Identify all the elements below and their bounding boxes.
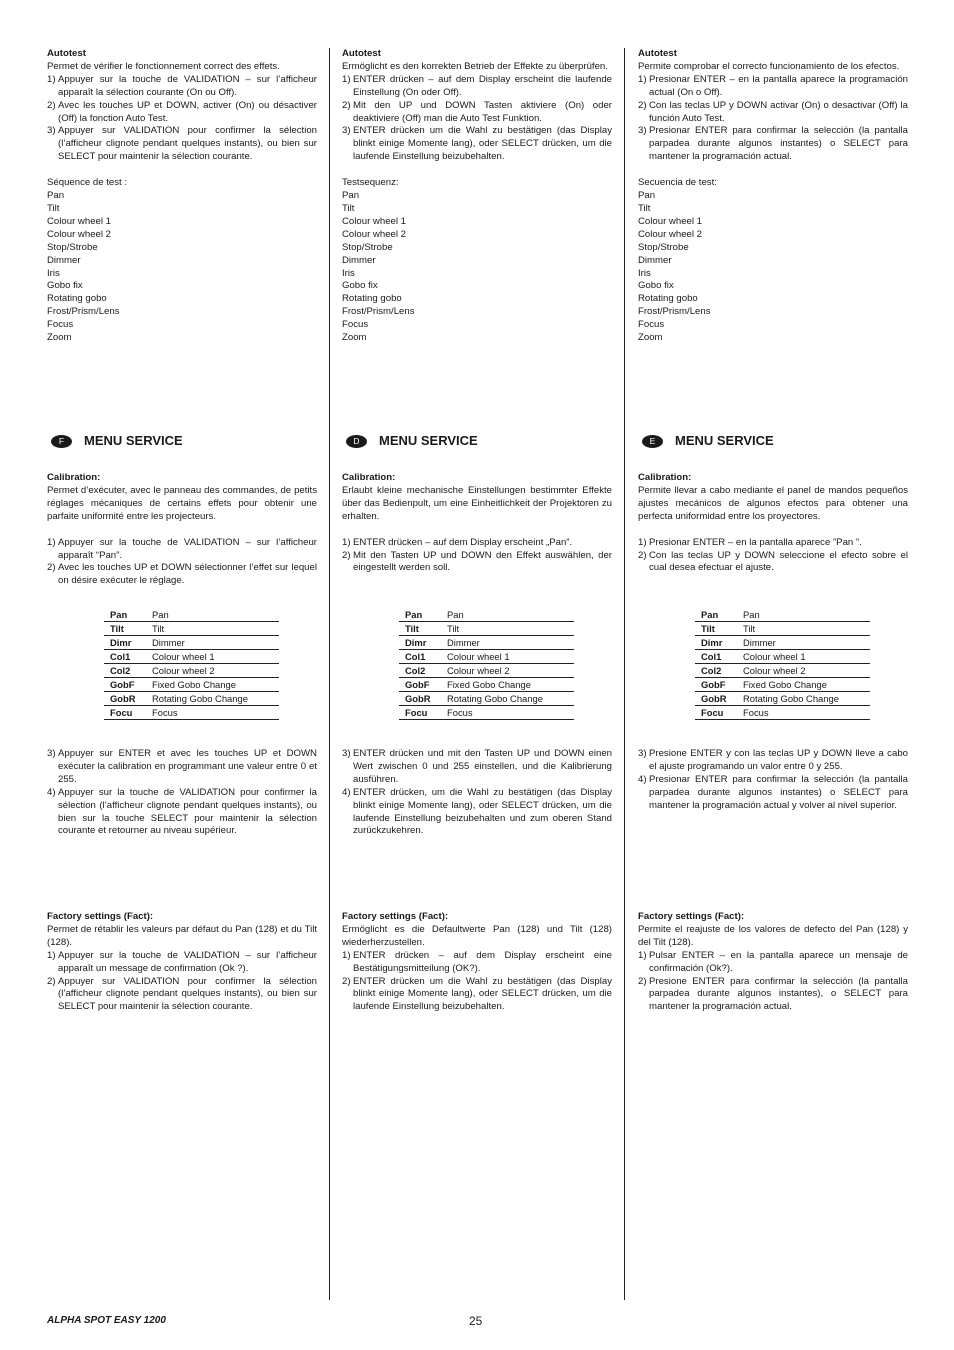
step-item: [342, 787, 612, 839]
code-cell: Focu: [104, 706, 152, 720]
desc-cell: Rotating Gobo Change: [152, 692, 279, 706]
language-badge: E: [642, 435, 663, 448]
section-intro: Permet de rétablir les valeurs par défaut du Pan (128) et du Tilt (128).: [47, 923, 317, 948]
test-sequence-list: [47, 190, 317, 345]
desc-cell: Colour wheel 1: [743, 650, 870, 664]
autotest-section: [638, 48, 908, 345]
table-row: [695, 664, 870, 678]
steps-list: [638, 537, 908, 576]
menu-service-heading: [47, 433, 317, 449]
step-text: Con las teclas UP y DOWN seleccione el efecto sobre el cual desea efectuar el ajuste.: [649, 549, 908, 574]
list-item: Colour wheel 2: [638, 228, 702, 240]
step-item: [342, 100, 612, 126]
step-number: 1): [47, 73, 56, 85]
table-row: [104, 622, 279, 636]
desc-cell: Rotating Gobo Change: [743, 692, 870, 706]
desc-cell: Colour wheel 2: [743, 664, 870, 678]
table-row: [399, 636, 574, 650]
step-text: Avec les touches UP et DOWN, activer (On) ou désactiver (Off) la fonction Auto Test.: [58, 99, 317, 124]
step-number: 3): [47, 748, 56, 759]
step-item: [47, 976, 317, 1015]
list-item: Gobo fix: [47, 280, 83, 292]
table-row: [399, 608, 574, 622]
table-row: [104, 650, 279, 664]
section-title: Autotest: [342, 48, 381, 59]
step-text: ENTER drücken und mit den Tasten UP und DOWN einen Wert zwischen 0 und 255 einstellen, und die Kalibrierung ausführen.: [353, 748, 612, 785]
desc-cell: Colour wheel 1: [447, 650, 574, 664]
list-item: Colour wheel 1: [638, 215, 702, 227]
table-row: [695, 678, 870, 692]
calibration-steps-continued: [47, 748, 317, 838]
step-item: [638, 748, 908, 774]
step-item: [638, 125, 908, 164]
step-text: Mit den Tasten UP und DOWN den Effekt auswählen, der eingestellt werden soll.: [353, 549, 612, 574]
product-title: ALPHA SPOT EASY 1200: [47, 1315, 166, 1326]
list-item: Colour wheel 2: [342, 228, 406, 240]
autotest-section: [47, 48, 317, 345]
menu-service-heading: [638, 433, 908, 449]
code-cell: Pan: [695, 608, 743, 622]
section-intro: Permet de vérifier le fonctionnement correct des effets.: [47, 60, 280, 72]
step-item: [342, 125, 612, 164]
table-row: [399, 650, 574, 664]
desc-cell: Focus: [447, 706, 574, 720]
step-number: 1): [342, 536, 351, 548]
step-number: 4): [638, 773, 647, 785]
list-item: Pan: [342, 190, 360, 202]
list-item: Zoom: [638, 332, 663, 344]
step-number: 2): [342, 975, 351, 987]
step-number: 3): [638, 125, 647, 137]
step-text: Mit den UP und DOWN Tasten aktiviere (On) oder deaktiviere (Off) man die Auto Test Funktion.: [353, 99, 612, 124]
step-item: [638, 950, 908, 976]
table-row: [695, 706, 870, 720]
code-cell: Col1: [399, 650, 447, 664]
step-item: [342, 537, 612, 550]
step-number: 1): [342, 949, 351, 961]
section-intro: Permite comprobar el correcto funcionamiento de los efectos.: [638, 60, 900, 72]
table-row: [104, 706, 279, 720]
step-item: [638, 976, 908, 1015]
desc-cell: Dimmer: [743, 636, 870, 650]
effect-codes-table: [104, 608, 279, 720]
list-item: Stop/Strobe: [638, 241, 689, 253]
desc-cell: Fixed Gobo Change: [743, 678, 870, 692]
effect-codes-table: [695, 608, 870, 720]
desc-cell: Focus: [152, 706, 279, 720]
code-cell: Col2: [104, 664, 152, 678]
step-number: 2): [47, 99, 56, 111]
list-item: Colour wheel 2: [47, 228, 111, 240]
menu-service-heading: [342, 433, 612, 449]
list-item: Dimmer: [47, 254, 81, 266]
list-item: Gobo fix: [342, 280, 378, 292]
list-item: Iris: [342, 267, 355, 279]
code-cell: Col2: [399, 664, 447, 678]
table-row: [695, 608, 870, 622]
codes-table-wrap: [638, 608, 908, 720]
section-title: Factory settings (Fact):: [342, 911, 449, 922]
desc-cell: Focus: [743, 706, 870, 720]
section-title: Autotest: [638, 48, 677, 59]
code-cell: GobF: [399, 678, 447, 692]
desc-cell: Colour wheel 1: [152, 650, 279, 664]
test-sequence-list: [342, 190, 612, 345]
list-item: Zoom: [342, 332, 367, 344]
step-number: 2): [342, 549, 351, 561]
step-number: 4): [47, 786, 56, 798]
calibration-steps-continued: [638, 748, 908, 813]
step-text: ENTER drücken, um die Wahl zu bestätigen (das Display blinkt einige Momente lang), oder SELECT drücken, um die laufende Einstellung beizubehalten und zum oberen Stand zurückzukehren.: [353, 786, 612, 837]
list-item: Zoom: [47, 332, 72, 344]
step-text: Avec les touches UP et DOWN sélectionner l’effet sur lequel on désire exécuter le réglage.: [58, 562, 317, 587]
steps-list: [47, 537, 317, 589]
step-number: 3): [342, 748, 351, 759]
code-cell: GobR: [695, 692, 743, 706]
list-item: Frost/Prism/Lens: [342, 306, 415, 318]
list-item: Stop/Strobe: [47, 241, 98, 253]
step-item: [638, 774, 908, 813]
codes-table-wrap: [47, 608, 317, 720]
list-item: Iris: [638, 267, 651, 279]
calibration-section: [638, 472, 908, 575]
table-row: [104, 664, 279, 678]
step-number: 3): [47, 125, 56, 137]
language-badge: F: [51, 435, 72, 448]
list-item: Rotating gobo: [638, 293, 698, 305]
list-item: Iris: [47, 267, 60, 279]
sequence-title: Secuencia de test:: [638, 177, 717, 189]
step-item: [47, 125, 317, 164]
step-text: Presione ENTER y con las teclas UP y DOWN lleve a cabo el ajuste programando un valor entre 0 y 255.: [649, 748, 908, 772]
code-cell: Tilt: [104, 622, 152, 636]
list-item: Pan: [47, 190, 65, 202]
table-row: [399, 692, 574, 706]
section-intro: Permite el reajuste de los valores de defecto del Pan (128) y del Tilt (128).: [638, 923, 908, 948]
section-intro: Permite llevar a cabo mediante el panel de mandos pequeños ajustes mecánicos de algunos efectos para obtener una perfecta uniformidad entre los proyectores.: [638, 484, 908, 522]
column-divider: [624, 48, 625, 1300]
step-text: ENTER drücken – auf dem Display erscheint eine Bestätigungsmitteilung (OK?).: [353, 949, 612, 974]
desc-cell: Rotating Gobo Change: [447, 692, 574, 706]
code-cell: Dimr: [104, 636, 152, 650]
step-text: Appuyer sur VALIDATION pour confirmer la sélection (l’afficheur clignote pendant quelques instants), ou bien sur SELECT pour maintenir la sélection courante.: [58, 975, 317, 1013]
step-number: 1): [638, 949, 647, 961]
code-cell: Pan: [104, 608, 152, 622]
desc-cell: Dimmer: [152, 636, 279, 650]
menu-title: MENU SERVICE: [675, 433, 774, 448]
steps-list: [47, 74, 317, 164]
section-intro: Permet d’exécuter, avec le panneau des commandes, de petits réglages mécaniques de certains effets pour obtenir une parfaite uniformité entre les projecteurs.: [47, 484, 317, 522]
sequence-title: Séquence de test :: [47, 177, 128, 189]
steps-list: [47, 748, 317, 838]
step-text: Appuyer sur la touche de VALIDATION – sur l’afficheur apparaît un message de confirmation (Ok ?).: [58, 949, 317, 974]
desc-cell: Tilt: [743, 622, 870, 636]
step-number: 2): [638, 975, 647, 987]
table-row: [695, 692, 870, 706]
calibration-steps-continued: [342, 748, 612, 838]
code-cell: Col1: [104, 650, 152, 664]
code-cell: Col1: [695, 650, 743, 664]
list-item: Tilt: [47, 202, 60, 214]
desc-cell: Pan: [743, 608, 870, 622]
list-item: Pan: [638, 190, 656, 202]
code-cell: Focu: [399, 706, 447, 720]
list-item: Frost/Prism/Lens: [47, 306, 120, 318]
table-row: [104, 692, 279, 706]
list-item: Focus: [342, 319, 369, 331]
autotest-section: [342, 48, 612, 345]
step-number: 1): [342, 73, 351, 85]
step-number: 2): [638, 99, 647, 111]
factory-settings-section: [638, 911, 908, 1014]
desc-cell: Pan: [447, 608, 574, 622]
table-row: [399, 622, 574, 636]
sequence-title: Testsequenz:: [342, 177, 399, 189]
step-text: ENTER drücken – auf dem Display erscheint „Pan”.: [353, 536, 573, 548]
steps-list: [638, 950, 908, 1015]
section-intro: Ermöglicht es den korrekten Betrieb der Effekte zu überprüfen.: [342, 60, 608, 72]
table-row: [104, 636, 279, 650]
code-cell: Tilt: [399, 622, 447, 636]
step-item: [342, 950, 612, 976]
test-sequence-list: [638, 190, 908, 345]
code-cell: Focu: [695, 706, 743, 720]
step-number: 3): [342, 125, 351, 137]
step-number: 2): [47, 562, 56, 574]
table-row: [399, 706, 574, 720]
menu-title: MENU SERVICE: [84, 433, 183, 448]
desc-cell: Dimmer: [447, 636, 574, 650]
step-text: Appuyer sur la touche de VALIDATION – sur l’afficheur apparaît la sélection courante (On ou Off).: [58, 73, 317, 98]
list-item: Dimmer: [638, 254, 672, 266]
section-title: Autotest: [47, 48, 86, 59]
step-text: Appuyer sur la touche de VALIDATION – sur l’afficheur apparaît “Pan”.: [58, 536, 317, 561]
step-number: 1): [47, 949, 56, 961]
list-item: Rotating gobo: [342, 293, 402, 305]
step-text: Appuyer sur la touche de VALIDATION pour confirmer la sélection (l’afficheur clignote pendant quelques instants), ou bien sur la touche SELECT pour maintenir la sélection courante et retourner au niveau supérieur.: [58, 786, 317, 837]
calibration-section: [342, 472, 612, 575]
section-intro: Erlaubt kleine mechanische Einstellungen bestimmter Effekte über das Bedienpult, um eine Einheitlichkeit der Projektoren zu erhalten.: [342, 484, 612, 522]
code-cell: GobR: [399, 692, 447, 706]
step-text: Presione ENTER para confirmar la selección (la pantalla parpadea durante algunos instantes), o SELECT para mantener la programación actual.: [649, 975, 908, 1013]
step-number: 3): [638, 748, 647, 759]
step-item: [638, 74, 908, 100]
step-text: Presionar ENTER – en la pantalla aparece la programación actual (On o Off).: [649, 73, 908, 98]
step-item: [638, 550, 908, 576]
list-item: Tilt: [342, 202, 355, 214]
table-row: [695, 650, 870, 664]
table-row: [695, 636, 870, 650]
list-item: Colour wheel 1: [47, 215, 111, 227]
step-number: 1): [638, 536, 647, 548]
language-badge: D: [346, 435, 367, 448]
step-number: 4): [342, 786, 351, 798]
step-number: 2): [342, 99, 351, 111]
code-cell: Dimr: [695, 636, 743, 650]
step-text: Con las teclas UP y DOWN activar (On) o desactivar (Off) la función Auto Test.: [649, 99, 908, 124]
list-item: Stop/Strobe: [342, 241, 393, 253]
step-item: [47, 950, 317, 976]
codes-table-wrap: [342, 608, 612, 720]
code-cell: GobR: [104, 692, 152, 706]
calibration-section: [47, 472, 317, 588]
steps-list: [638, 748, 908, 813]
section-title: Factory settings (Fact):: [638, 911, 745, 922]
step-item: [47, 74, 317, 100]
step-item: [342, 748, 612, 787]
step-item: [638, 100, 908, 126]
step-item: [47, 100, 317, 126]
step-text: Presionar ENTER – en la pantalla aparece ”Pan ”.: [649, 536, 862, 548]
step-text: Presionar ENTER para confirmar la selección (la pantalla parpadea durante algunos instantes) o SELECT para mantener la programación actual y volver al nivel superior.: [649, 773, 908, 811]
menu-title: MENU SERVICE: [379, 433, 478, 448]
step-text: ENTER drücken um die Wahl zu bestätigen (das Display blinkt einige Momente lang), oder SELECT drücken, um die laufende Einstellung beizubehalten.: [353, 125, 612, 163]
code-cell: GobF: [695, 678, 743, 692]
desc-cell: Tilt: [152, 622, 279, 636]
code-cell: Dimr: [399, 636, 447, 650]
desc-cell: Colour wheel 2: [152, 664, 279, 678]
list-item: Gobo fix: [638, 280, 674, 292]
desc-cell: Colour wheel 2: [447, 664, 574, 678]
table-row: [399, 678, 574, 692]
step-item: [47, 748, 317, 787]
step-item: [47, 537, 317, 563]
list-item: Colour wheel 1: [342, 215, 406, 227]
step-item: [47, 562, 317, 588]
step-item: [342, 74, 612, 100]
step-text: Pulsar ENTER – en la pantalla aparece un mensaje de confirmación (Ok?).: [649, 949, 908, 974]
section-title: Calibration:: [342, 472, 396, 483]
section-title: Calibration:: [47, 472, 101, 483]
steps-list: [342, 74, 612, 164]
steps-list: [638, 74, 908, 164]
desc-cell: Pan: [152, 608, 279, 622]
list-item: Focus: [638, 319, 665, 331]
steps-list: [342, 748, 612, 838]
section-title: Calibration:: [638, 472, 692, 483]
table-row: [695, 622, 870, 636]
table-row: [399, 664, 574, 678]
effect-codes-table: [399, 608, 574, 720]
code-cell: Tilt: [695, 622, 743, 636]
factory-settings-section: [47, 911, 317, 1014]
step-text: ENTER drücken – auf dem Display erscheint die laufende Einstellung (On oder Off).: [353, 73, 612, 98]
section-intro: Ermöglicht es die Defaultwerte Pan (128) und Tilt (128) wiederherzustellen.: [342, 923, 612, 948]
desc-cell: Fixed Gobo Change: [152, 678, 279, 692]
step-text: Appuyer sur VALIDATION pour confirmer la sélection (l’afficheur clignote pendant quelques instants), ou bien sur SELECT pour maintenir la sélection courante.: [58, 125, 317, 163]
table-row: [104, 608, 279, 622]
code-cell: GobF: [104, 678, 152, 692]
page-number: 25: [469, 1314, 483, 1328]
section-title: Factory settings (Fact):: [47, 911, 154, 922]
steps-list: [342, 950, 612, 1015]
step-text: Appuyer sur ENTER et avec les touches UP et DOWN exécuter la calibration en programmant une valeur entre 0 et 255.: [58, 748, 317, 785]
list-item: Dimmer: [342, 254, 376, 266]
step-text: ENTER drücken um die Wahl zu bestätigen (das Display blinkt einige Momente lang), oder SELECT drücken, um die laufende Einstellung beizubehalten.: [353, 975, 612, 1013]
column-divider: [329, 48, 330, 1300]
step-number: 1): [638, 73, 647, 85]
code-cell: Col2: [695, 664, 743, 678]
code-cell: Pan: [399, 608, 447, 622]
steps-list: [342, 537, 612, 576]
step-item: [342, 976, 612, 1015]
factory-settings-section: [342, 911, 612, 1014]
desc-cell: Fixed Gobo Change: [447, 678, 574, 692]
steps-list: [47, 950, 317, 1015]
step-item: [638, 537, 908, 550]
list-item: Focus: [47, 319, 74, 331]
step-number: 2): [638, 549, 647, 561]
table-row: [104, 678, 279, 692]
list-item: Frost/Prism/Lens: [638, 306, 711, 318]
step-text: Presionar ENTER para confirmar la selección (la pantalla parpadea durante algunos instantes) o SELECT para mantener la programación actual.: [649, 125, 908, 163]
list-item: Tilt: [638, 202, 651, 214]
step-number: 1): [47, 536, 56, 548]
step-item: [342, 550, 612, 576]
desc-cell: Tilt: [447, 622, 574, 636]
step-number: 2): [47, 975, 56, 987]
list-item: Rotating gobo: [47, 293, 107, 305]
step-item: [47, 787, 317, 839]
